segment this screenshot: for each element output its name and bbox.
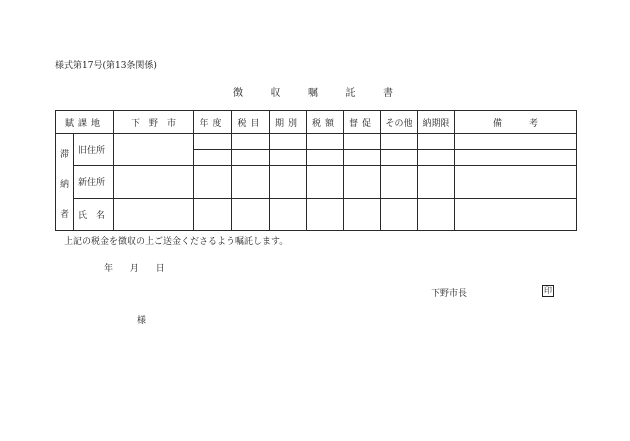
seal-mark: 印	[544, 286, 552, 295]
delinquency-table	[55, 110, 576, 228]
table-cell	[344, 198, 381, 230]
table-cell	[381, 134, 418, 150]
row-label-old-address: 旧住所	[74, 134, 114, 166]
header-row	[56, 111, 577, 134]
table-cell	[270, 134, 307, 150]
name-value	[114, 198, 194, 230]
title-char: 書	[383, 88, 393, 99]
table-cell	[381, 198, 418, 230]
table-cell	[344, 166, 381, 198]
table-cell	[307, 134, 344, 150]
side-char: 納	[59, 180, 69, 190]
table-cell	[307, 166, 344, 198]
table-cell	[418, 166, 455, 198]
table-row	[56, 134, 577, 150]
table-cell	[455, 166, 577, 198]
form-number: 様式第17号(第13条関係)	[55, 61, 157, 71]
table-cell	[194, 166, 232, 198]
table-row	[56, 198, 577, 230]
table-cell	[232, 166, 270, 198]
title-char: 嘱	[308, 88, 318, 99]
col-remarks: 備 考	[455, 111, 577, 134]
table-cell	[270, 150, 307, 166]
table-cell	[194, 198, 232, 230]
table-cell	[194, 150, 232, 166]
title-char: 託	[345, 88, 356, 99]
taxation-place-label: 賦課地	[56, 111, 114, 134]
title-char: 徴	[233, 88, 243, 99]
row-label-name: 氏 名	[74, 198, 114, 230]
old-address-value	[114, 134, 194, 166]
col-due-date: 納期限	[418, 111, 455, 134]
col-tax-amount: 税額	[307, 111, 344, 134]
table-cell	[232, 150, 270, 166]
table-cell	[194, 134, 232, 150]
table-cell	[418, 134, 455, 150]
table-cell	[418, 198, 455, 230]
request-text: 上記の税金を徴収の上ご送金くださるよう嘱託します。	[64, 237, 289, 247]
col-tax-item: 税目	[232, 111, 270, 134]
table-cell	[232, 134, 270, 150]
table-cell	[344, 150, 381, 166]
new-address-value	[114, 166, 194, 198]
table-cell	[307, 198, 344, 230]
title-char: 収	[270, 88, 281, 99]
row-label-new-address: 新住所	[74, 166, 114, 198]
table-cell	[307, 150, 344, 166]
col-fiscal-year: 年度	[194, 111, 232, 134]
col-period: 期別	[270, 111, 307, 134]
document-title	[233, 84, 393, 99]
mayor-title: 下野市長	[431, 289, 468, 299]
table-cell	[344, 134, 381, 150]
table-cell	[455, 198, 577, 230]
col-demand: 督促	[344, 111, 381, 134]
table-cell	[381, 166, 418, 198]
table-cell	[270, 198, 307, 230]
side-char: 滞	[59, 150, 69, 160]
side-char: 者	[59, 210, 69, 220]
table-cell	[232, 198, 270, 230]
table-cell	[418, 150, 455, 166]
table-cell	[381, 150, 418, 166]
delinquent-side-label	[56, 134, 74, 231]
table-cell	[455, 134, 577, 150]
table-row	[56, 166, 577, 198]
addressee-suffix: 様	[137, 316, 147, 326]
col-other: その他	[381, 111, 418, 134]
table-cell	[455, 150, 577, 166]
date-line: 年 月 日	[104, 264, 165, 274]
table-cell	[270, 166, 307, 198]
taxation-place-value: 下 野 市	[114, 111, 194, 134]
